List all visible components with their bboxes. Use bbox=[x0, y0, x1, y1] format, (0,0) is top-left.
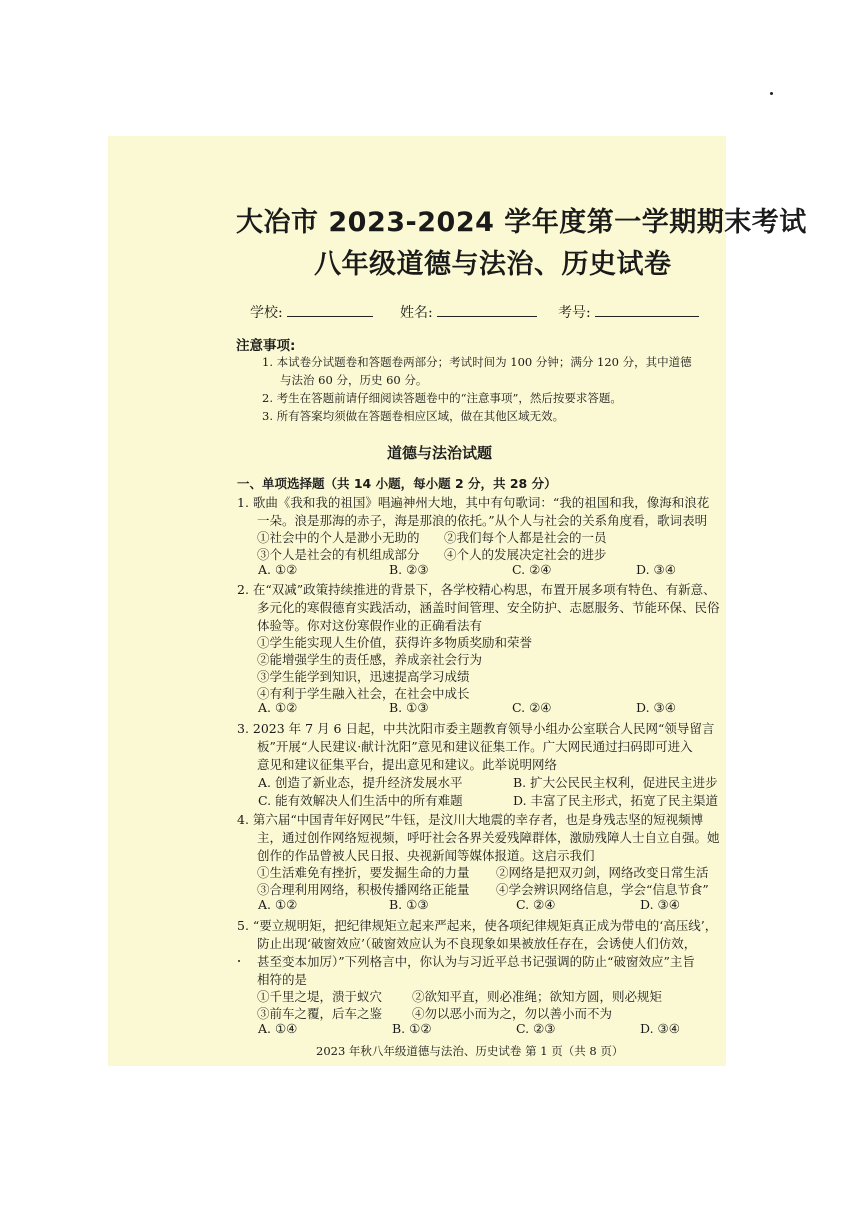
q1-option: ③个人是社会的有机组成部分 bbox=[257, 547, 420, 562]
q1-option: ④个人的发展决定社会的进步 bbox=[444, 547, 607, 562]
notes-heading: 注意事项: bbox=[236, 338, 296, 354]
id-label: 考号: bbox=[558, 305, 591, 321]
q4-option: ③合理利用网络，积极传播网络正能量 bbox=[257, 882, 470, 897]
q4-option: ②网络是把双刃剑，网络改变日常生活 bbox=[496, 865, 709, 880]
note-3: 3. 所有答案均须做在答题卷相应区域，做在其他区域无效。 bbox=[262, 409, 565, 423]
q5-choice-d: D. ③④ bbox=[640, 1021, 680, 1036]
page-footer: 2023 年秋八年级道德与法治、历史试卷 第 1 页（共 8 页） bbox=[316, 1044, 624, 1058]
name-blank bbox=[437, 304, 537, 317]
school-label: 学校: bbox=[250, 305, 283, 321]
q2-option: ②能增强学生的责任感，养成亲社会行为 bbox=[257, 652, 483, 667]
q4-option: ①生活难免有挫折，要发掘生命的力量 bbox=[257, 865, 470, 880]
note-1: 1. 本试卷分试题卷和答题卷两部分；考试时间为 100 分钟；满分 120 分，其中道德 bbox=[262, 355, 692, 369]
q3-stem-line: 3. 2023 年 7 月 6 日起，中共沈阳市委主题教育领导小组办公室联合人民网“领导留言 bbox=[237, 721, 715, 736]
q4-stem-line: 创作的作品曾被人民日报、央视新闻等媒体报道。这启示我们 bbox=[257, 848, 595, 863]
scan-speck bbox=[238, 960, 240, 962]
q5-choice-a: A. ①④ bbox=[258, 1021, 298, 1036]
part-heading: 一、单项选择题（共 14 小题，每小题 2 分，共 28 分） bbox=[237, 476, 557, 491]
section-title: 道德与法治试题 bbox=[387, 444, 493, 462]
q1-choice-c: C. ②④ bbox=[512, 562, 552, 577]
q1-stem-line: 1. 歌曲《我和我的祖国》唱遍神州大地，其中有句歌词：“我的祖国和我，像海和浪花 bbox=[237, 495, 710, 510]
q5-option: ②欲知平直，则必准绳；欲知方圆，则必规矩 bbox=[412, 989, 663, 1004]
q5-choice-c: C. ②③ bbox=[516, 1021, 556, 1036]
q1-stem-line: 一朵。浪是那海的赤子，海是那浪的依托。”从个人与社会的关系角度看，歌词表明 bbox=[257, 513, 708, 528]
q2-stem-line: 2. 在“双减”政策持续推进的背景下，各学校精心构思，布置开展多项有特色、有新意、 bbox=[237, 582, 716, 597]
exam-title: 大冶市 2023-2024 学年度第一学期期末考试 bbox=[236, 207, 807, 238]
q5-option: ③前车之覆，后车之鉴 bbox=[257, 1006, 383, 1021]
q5-stem-line: 相符的是 bbox=[257, 972, 308, 987]
id-blank bbox=[595, 304, 699, 317]
q3-stem-line: 意见和建议征集平台，提出意见和建议。此举说明网络 bbox=[257, 757, 558, 772]
q1-choice-a: A. ①② bbox=[258, 562, 298, 577]
q1-choice-b: B. ②③ bbox=[389, 562, 429, 577]
name-field bbox=[400, 302, 537, 322]
school-blank bbox=[287, 304, 373, 317]
q5-stem-line: 甚至变本加厉）”下列格言中，你认为与习近平总书记强调的防止“破窗效应”主旨 bbox=[257, 954, 695, 969]
q3-choice-d: D. 丰富了民主形式，拓宽了民主渠道 bbox=[513, 793, 719, 808]
school-field bbox=[250, 302, 373, 322]
q5-option: ①千里之堤，溃于蚁穴 bbox=[257, 989, 383, 1004]
q3-choice-a: A. 创造了新业态，提升经济发展水平 bbox=[258, 775, 463, 790]
q4-choice-d: D. ③④ bbox=[640, 897, 680, 912]
q2-choice-d: D. ③④ bbox=[636, 700, 676, 715]
q5-option: ④勿以恶小而为之，勿以善小而不为 bbox=[412, 1006, 613, 1021]
q2-choice-b: B. ①③ bbox=[389, 700, 429, 715]
q4-option: ④学会辨识网络信息，学会“信息节食” bbox=[496, 882, 709, 897]
q2-choice-a: A. ①② bbox=[258, 700, 298, 715]
q2-stem-line: 多元化的寒假德育实践活动，涵盖时间管理、安全防护、志愿服务、节能环保、民俗 bbox=[257, 600, 720, 615]
q3-stem-line: 板”开展“人民建议·献计沈阳”意见和建议征集工作。广大网民通过扫码即可进入 bbox=[257, 739, 693, 754]
note-1-cont: 与法治 60 分，历史 60 分。 bbox=[280, 373, 428, 387]
q4-choice-a: A. ①② bbox=[258, 897, 298, 912]
q4-stem-line: 4. 第六届“中国青年好网民”牛钰，是汶川大地震的幸存者，也是身残志坚的短视频博 bbox=[237, 812, 704, 827]
q5-stem-line: 5. “要立规明矩，把纪律规矩立起来严起来，使各项纪律规矩真正成为带电的‘高压线’， bbox=[237, 918, 718, 933]
q2-option: ④有利于学生融入社会，在社会中成长 bbox=[257, 686, 470, 701]
q1-option: ②我们每个人都是社会的一员 bbox=[444, 530, 607, 545]
exam-subtitle: 八年级道德与法治、历史试卷 bbox=[314, 249, 672, 280]
q4-choice-c: C. ②④ bbox=[516, 897, 556, 912]
q2-stem-line: 体验等。你对这份寒假作业的正确看法有 bbox=[257, 618, 483, 633]
name-label: 姓名: bbox=[400, 305, 433, 321]
q1-option: ①社会中的个人是渺小无助的 bbox=[257, 530, 420, 545]
q5-stem-line: 防止出现‘破窗效应’（破窗效应认为不良现象如果被放任存在，会诱使人们仿效， bbox=[257, 936, 697, 951]
q2-choice-c: C. ②④ bbox=[512, 700, 552, 715]
id-field bbox=[558, 302, 699, 322]
q5-choice-b: B. ①② bbox=[392, 1021, 432, 1036]
q2-option: ③学生能学到知识，迅速提高学习成绩 bbox=[257, 669, 470, 684]
q2-option: ①学生能实现人生价值，获得许多物质奖励和荣誉 bbox=[257, 635, 533, 650]
note-2: 2. 考生在答题前请仔细阅读答题卷中的“注意事项”，然后按要求答题。 bbox=[262, 391, 622, 405]
q4-stem-line: 主，通过创作网络短视频，呼吁社会各界关爱残障群体，激励残障人士自立自强。她 bbox=[257, 830, 720, 845]
q3-choice-c: C. 能有效解决人们生活中的所有难题 bbox=[258, 793, 463, 808]
q1-choice-d: D. ③④ bbox=[636, 562, 676, 577]
q3-choice-b: B. 扩大公民民主权利，促进民主进步 bbox=[513, 775, 718, 790]
scan-speck bbox=[770, 92, 773, 95]
q4-choice-b: B. ①③ bbox=[389, 897, 429, 912]
